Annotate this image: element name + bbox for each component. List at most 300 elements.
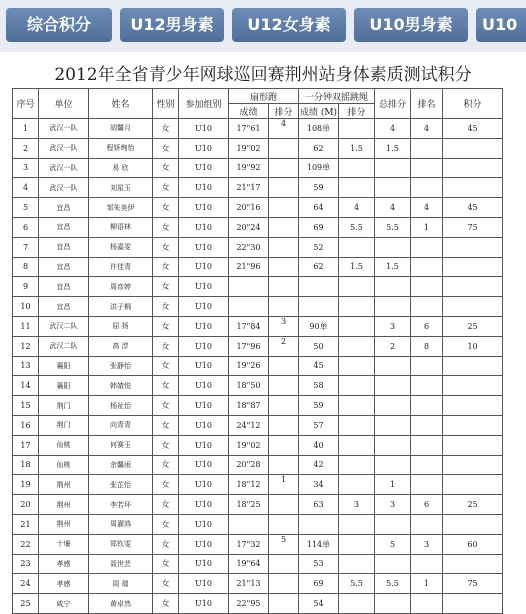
cell-rope-rank [339, 435, 375, 455]
cell-fan: 19"02 [229, 138, 269, 158]
cell-gender: 女 [153, 594, 179, 614]
cell-seq: 3 [13, 158, 39, 178]
cell-name: 向青青 [89, 415, 153, 435]
cell-unit: 荆门 [39, 415, 89, 435]
cell-rope-rank: 5.5 [339, 217, 375, 237]
cell-unit: 武汉一队 [39, 119, 89, 139]
cell-seq: 4 [13, 178, 39, 198]
cell-fan-rank [269, 554, 299, 574]
cell-rope: 50 [299, 336, 339, 356]
cell-unit: 宜昌 [39, 198, 89, 218]
cell-total [375, 178, 411, 198]
cell-place [411, 356, 443, 376]
cell-name: 张芷怡 [89, 475, 153, 495]
cell-points: 45 [443, 119, 503, 139]
cell-points [443, 554, 503, 574]
cell-fan: 20"24 [229, 217, 269, 237]
cell-name: 胡馨月 [89, 119, 153, 139]
cell-gender: 女 [153, 277, 179, 297]
cell-rope-rank: 3 [339, 495, 375, 515]
table-row [13, 554, 503, 574]
cell-points: 75 [443, 574, 503, 594]
cell-fan: 19"26 [229, 356, 269, 376]
cell-group: U10 [179, 514, 229, 534]
cell-fan-rank [269, 277, 299, 297]
cell-fan-rank [269, 514, 299, 534]
cell-name: 李若环 [89, 495, 153, 515]
cell-seq: 11 [13, 316, 39, 336]
cell-group: U10 [179, 475, 229, 495]
cell-rope: 52 [299, 237, 339, 257]
cell-seq: 13 [13, 356, 39, 376]
cell-points [443, 455, 503, 475]
cell-fan-rank [269, 297, 299, 317]
cell-seq: 14 [13, 376, 39, 396]
table-row [13, 514, 503, 534]
fitness-score-table [12, 88, 503, 614]
cell-name: 韩婧悦 [89, 376, 153, 396]
col-unit: 单位 [39, 89, 89, 119]
cell-points [443, 396, 503, 416]
cell-fan-rank [269, 455, 299, 475]
col-group: 参加组别 [179, 89, 229, 119]
cell-gender: 女 [153, 217, 179, 237]
cell-seq: 7 [13, 237, 39, 257]
cell-points [443, 138, 503, 158]
col-rope-score: 成绩 (M) [299, 104, 339, 119]
cell-place [411, 415, 443, 435]
cell-place [411, 178, 443, 198]
cell-total: 3 [375, 495, 411, 515]
table-row [13, 594, 503, 614]
table-row [13, 455, 503, 475]
cell-total: 3 [375, 316, 411, 336]
cell-total [375, 514, 411, 534]
col-fan-rank: 排分 [269, 104, 299, 119]
cell-seq: 23 [13, 554, 39, 574]
tab-u10-boys-fitness[interactable]: U10男身素 [354, 8, 468, 42]
cell-seq: 6 [13, 217, 39, 237]
cell-group: U10 [179, 376, 229, 396]
cell-rope-rank [339, 336, 375, 356]
cell-name: 周 瑞 [89, 574, 153, 594]
cell-total: 4 [375, 198, 411, 218]
header-row [13, 89, 503, 104]
cell-fan: 24"12 [229, 415, 269, 435]
cell-total [375, 237, 411, 257]
cell-rope-rank [339, 316, 375, 336]
cell-name: 程妍绚怡 [89, 138, 153, 158]
col-name: 姓名 [89, 89, 153, 119]
cell-points [443, 475, 503, 495]
table-row [13, 178, 503, 198]
table-row [13, 237, 503, 257]
cell-unit: 武汉一队 [39, 138, 89, 158]
cell-fan-rank [269, 237, 299, 257]
cell-rope-rank: 1.5 [339, 257, 375, 277]
cell-points [443, 277, 503, 297]
cell-gender: 女 [153, 336, 179, 356]
cell-group: U10 [179, 316, 229, 336]
cell-rope: 40 [299, 435, 339, 455]
cell-points [443, 435, 503, 455]
cell-name: 周濯鸿 [89, 514, 153, 534]
cell-rope: 58 [299, 376, 339, 396]
cell-rope [299, 297, 339, 317]
col-fan-run: 扇形跑 [229, 89, 299, 104]
tab-u10-girls-fitness[interactable]: U10 [476, 8, 526, 42]
cell-gender: 女 [153, 257, 179, 277]
cell-gender: 女 [153, 158, 179, 178]
cell-points [443, 415, 503, 435]
cell-fan [229, 514, 269, 534]
cell-name: 余馨雨 [89, 455, 153, 475]
cell-gender: 女 [153, 396, 179, 416]
cell-gender: 女 [153, 554, 179, 574]
table-row [13, 475, 503, 495]
cell-fan [229, 297, 269, 317]
cell-seq: 22 [13, 534, 39, 554]
col-rope-rank: 排分 [339, 104, 375, 119]
cell-rope: 63 [299, 495, 339, 515]
cell-unit: 武汉二队 [39, 316, 89, 336]
cell-rope: 64 [299, 198, 339, 218]
cell-place: 6 [411, 316, 443, 336]
cell-unit: 武汉一队 [39, 158, 89, 178]
cell-place [411, 257, 443, 277]
cell-place: 1 [411, 574, 443, 594]
cell-fan-rank [269, 574, 299, 594]
cell-group: U10 [179, 297, 229, 317]
cell-unit: 咸宁 [39, 594, 89, 614]
cell-unit: 仙桃 [39, 455, 89, 475]
cell-points [443, 376, 503, 396]
cell-seq: 5 [13, 198, 39, 218]
cell-fan: 19"92 [229, 158, 269, 178]
cell-place: 3 [411, 534, 443, 554]
cell-rope-rank [339, 119, 375, 139]
cell-unit: 武汉二队 [39, 336, 89, 356]
table-row [13, 217, 503, 237]
cell-gender: 女 [153, 198, 179, 218]
cell-place [411, 435, 443, 455]
cell-group: U10 [179, 158, 229, 178]
cell-group: U10 [179, 455, 229, 475]
cell-fan: 17"84 [229, 316, 269, 336]
cell-place [411, 455, 443, 475]
cell-points: 10 [443, 336, 503, 356]
cell-total: 1.5 [375, 138, 411, 158]
cell-gender: 女 [153, 138, 179, 158]
cell-fan-rank: 5 [269, 534, 299, 554]
col-points: 积分 [443, 89, 503, 119]
cell-total [375, 396, 411, 416]
cell-fan-rank [269, 435, 299, 455]
col-rope: 一分钟双摇跳绳 [299, 89, 375, 104]
cell-fan-rank [269, 198, 299, 218]
cell-points [443, 594, 503, 614]
cell-total [375, 435, 411, 455]
cell-place [411, 594, 443, 614]
cell-points: 45 [443, 198, 503, 218]
cell-unit: 武汉一队 [39, 178, 89, 198]
table-row [13, 356, 503, 376]
cell-points [443, 257, 503, 277]
cell-rope: 53 [299, 554, 339, 574]
cell-total [375, 356, 411, 376]
cell-unit: 襄阳 [39, 356, 89, 376]
cell-group: U10 [179, 119, 229, 139]
cell-seq: 18 [13, 455, 39, 475]
cell-points [443, 158, 503, 178]
cell-fan: 18"25 [229, 495, 269, 515]
cell-total [375, 455, 411, 475]
cell-fan: 21"13 [229, 574, 269, 594]
table-body [13, 119, 503, 614]
cell-name: 邹朱美伊 [89, 198, 153, 218]
table-row [13, 396, 503, 416]
cell-place [411, 138, 443, 158]
cell-rope-rank [339, 514, 375, 534]
cell-fan: 18"50 [229, 376, 269, 396]
cell-unit: 荆州 [39, 475, 89, 495]
cell-rope-rank [339, 415, 375, 435]
cell-place [411, 158, 443, 178]
cell-fan: 19"02 [229, 435, 269, 455]
table-row [13, 119, 503, 139]
cell-seq: 12 [13, 336, 39, 356]
cell-seq: 20 [13, 495, 39, 515]
cell-points [443, 514, 503, 534]
cell-place [411, 277, 443, 297]
cell-rope-rank [339, 594, 375, 614]
cell-unit: 仙桃 [39, 435, 89, 455]
cell-rope-rank [339, 237, 375, 257]
cell-name: 许佳青 [89, 257, 153, 277]
cell-rope: 90单 [299, 316, 339, 336]
cell-unit: 孝感 [39, 554, 89, 574]
cell-rope-rank: 5.5 [339, 574, 375, 594]
cell-seq: 1 [13, 119, 39, 139]
cell-fan: 19"64 [229, 554, 269, 574]
cell-fan-rank: 4 [269, 119, 299, 139]
table-row [13, 158, 503, 178]
cell-fan: 17"32 [229, 534, 269, 554]
table-row [13, 574, 503, 594]
col-total: 总排分 [375, 89, 411, 119]
cell-unit: 荆州 [39, 514, 89, 534]
cell-seq: 16 [13, 415, 39, 435]
cell-fan-rank [269, 158, 299, 178]
cell-rope: 42 [299, 455, 339, 475]
cell-points: 25 [443, 316, 503, 336]
cell-seq: 24 [13, 574, 39, 594]
cell-place [411, 514, 443, 534]
cell-group: U10 [179, 554, 229, 574]
cell-group: U10 [179, 138, 229, 158]
cell-name: 柳语林 [89, 217, 153, 237]
cell-group: U10 [179, 415, 229, 435]
cell-gender: 女 [153, 356, 179, 376]
tab-bar [0, 0, 526, 52]
table-row [13, 138, 503, 158]
cell-group: U10 [179, 495, 229, 515]
cell-gender: 女 [153, 237, 179, 257]
cell-seq: 19 [13, 475, 39, 495]
cell-fan-rank [269, 376, 299, 396]
cell-seq: 9 [13, 277, 39, 297]
cell-rope: 108单 [299, 119, 339, 139]
cell-group: U10 [179, 534, 229, 554]
cell-unit: 宜昌 [39, 237, 89, 257]
table-row [13, 495, 503, 515]
cell-unit: 宜昌 [39, 217, 89, 237]
cell-fan-rank [269, 415, 299, 435]
table-row [13, 257, 503, 277]
cell-rope: 109单 [299, 158, 339, 178]
cell-rope-rank [339, 376, 375, 396]
cell-total [375, 554, 411, 574]
cell-seq: 8 [13, 257, 39, 277]
cell-group: U10 [179, 277, 229, 297]
cell-group: U10 [179, 356, 229, 376]
table-row [13, 297, 503, 317]
cell-total: 1 [375, 475, 411, 495]
cell-rope: 69 [299, 217, 339, 237]
cell-unit: 孝感 [39, 574, 89, 594]
cell-total: 2 [375, 336, 411, 356]
cell-rope: 59 [299, 396, 339, 416]
table-row [13, 277, 503, 297]
cell-seq: 2 [13, 138, 39, 158]
cell-rope: 54 [299, 594, 339, 614]
cell-rope-rank [339, 277, 375, 297]
cell-gender: 女 [153, 178, 179, 198]
tab-u12-girls-fitness[interactable]: U12女身素 [232, 8, 346, 42]
cell-total: 1.5 [375, 257, 411, 277]
cell-seq: 25 [13, 594, 39, 614]
cell-place [411, 376, 443, 396]
cell-name: 何赛玉 [89, 435, 153, 455]
cell-gender: 女 [153, 297, 179, 317]
cell-total: 5.5 [375, 217, 411, 237]
cell-name: 杨嘉雯 [89, 237, 153, 257]
cell-fan-rank: 2 [269, 336, 299, 356]
cell-gender: 女 [153, 475, 179, 495]
cell-unit: 荆州 [39, 495, 89, 515]
table-row [13, 336, 503, 356]
cell-rope-rank: 1.5 [339, 138, 375, 158]
cell-place: 4 [411, 119, 443, 139]
cell-group: U10 [179, 574, 229, 594]
cell-group: U10 [179, 594, 229, 614]
cell-unit: 襄阳 [39, 376, 89, 396]
tab-overall-points[interactable]: 综合积分 [6, 8, 112, 42]
cell-seq: 21 [13, 514, 39, 534]
cell-group: U10 [179, 257, 229, 277]
cell-fan: 18"12 [229, 475, 269, 495]
cell-name: 周彦婷 [89, 277, 153, 297]
cell-rope-rank [339, 356, 375, 376]
cell-fan-rank [269, 495, 299, 515]
cell-rope-rank [339, 554, 375, 574]
cell-gender: 女 [153, 119, 179, 139]
cell-place: 1 [411, 217, 443, 237]
cell-unit: 宜昌 [39, 257, 89, 277]
cell-total [375, 594, 411, 614]
cell-name: 屈 扬 [89, 316, 153, 336]
cell-rope: 59 [299, 178, 339, 198]
cell-name: 高 淳 [89, 336, 153, 356]
page-title: 2012年全省青少年网球巡回赛荆州站身体素质测试积分 [54, 65, 472, 85]
col-seq: 序号 [13, 89, 39, 119]
cell-name: 刘星玉 [89, 178, 153, 198]
cell-fan-rank [269, 138, 299, 158]
cell-name: 张静怡 [89, 356, 153, 376]
cell-total [375, 158, 411, 178]
cell-rope [299, 277, 339, 297]
cell-fan: 20"28 [229, 455, 269, 475]
cell-group: U10 [179, 237, 229, 257]
cell-group: U10 [179, 336, 229, 356]
cell-points: 60 [443, 534, 503, 554]
cell-gender: 女 [153, 415, 179, 435]
cell-fan-rank: 1 [269, 475, 299, 495]
cell-fan-rank [269, 178, 299, 198]
cell-fan-rank [269, 356, 299, 376]
cell-total [375, 376, 411, 396]
table-row [13, 376, 503, 396]
tab-u12-boys-fitness[interactable]: U12男身素 [120, 8, 224, 42]
cell-fan: 22"95 [229, 594, 269, 614]
cell-points [443, 356, 503, 376]
cell-rope: 114单 [299, 534, 339, 554]
cell-rope-rank [339, 475, 375, 495]
cell-place [411, 475, 443, 495]
cell-gender: 女 [153, 495, 179, 515]
cell-rope: 57 [299, 415, 339, 435]
col-fan-score: 成绩 [229, 104, 269, 119]
table-row [13, 435, 503, 455]
cell-place [411, 297, 443, 317]
cell-rope-rank [339, 297, 375, 317]
cell-gender: 女 [153, 435, 179, 455]
cell-fan: 17"96 [229, 336, 269, 356]
table-row [13, 198, 503, 218]
table-row [13, 415, 503, 435]
cell-group: U10 [179, 198, 229, 218]
cell-fan: 22"30 [229, 237, 269, 257]
cell-total [375, 415, 411, 435]
cell-gender: 女 [153, 574, 179, 594]
cell-place: 4 [411, 198, 443, 218]
cell-gender: 女 [153, 376, 179, 396]
cell-place [411, 554, 443, 574]
cell-name: 易 欣 [89, 158, 153, 178]
cell-unit: 荆门 [39, 396, 89, 416]
cell-fan: 21"17 [229, 178, 269, 198]
cell-total: 5.5 [375, 574, 411, 594]
cell-group: U10 [179, 396, 229, 416]
cell-rope: 45 [299, 356, 339, 376]
cell-seq: 17 [13, 435, 39, 455]
table-row [13, 534, 503, 554]
cell-rope-rank [339, 534, 375, 554]
cell-total: 4 [375, 119, 411, 139]
cell-place: 8 [411, 336, 443, 356]
cell-unit: 宜昌 [39, 297, 89, 317]
cell-gender: 女 [153, 316, 179, 336]
